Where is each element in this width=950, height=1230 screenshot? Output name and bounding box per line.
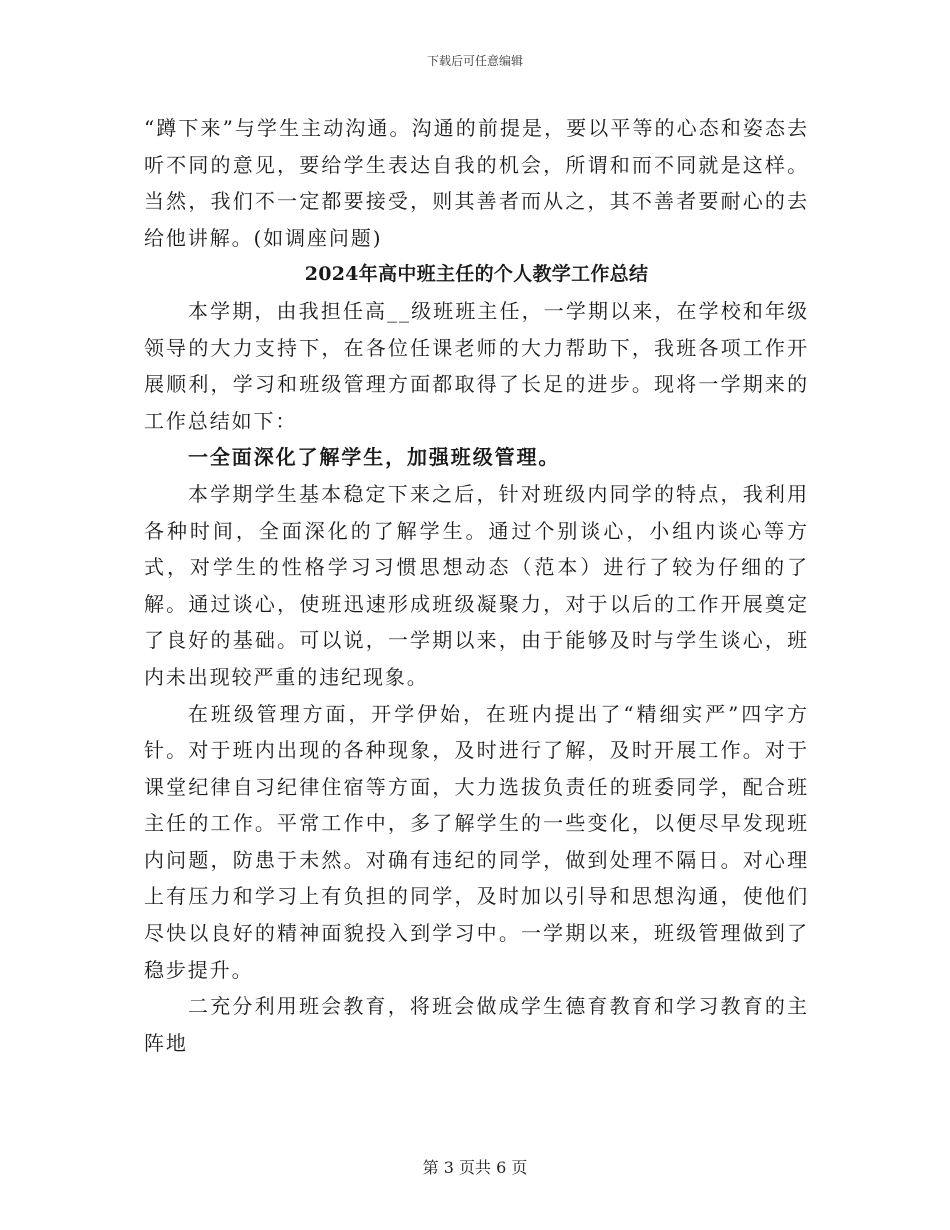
section-heading-1: 一全面深化了解学生，加强班级管理。	[188, 445, 561, 470]
intro-paragraph: “蹲下来”与学生主动沟通。沟通的前提是，要以平等的心态和姿态去听不同的意见，要给学生表达自我的机会，所谓和而不同就是这样。当然，我们不一定都要接受，则其善者而从之，其不善者要耐心的去给他讲解。(如调座问题)	[144, 116, 809, 250]
document-body	[144, 110, 809, 1061]
paragraph-class-management: 在班级管理方面，开学伊始，在班内提出了“精细实严”四字方针。对于班内出现的各种现象，及时进行了解，及时开展工作。对于课堂纪律自习纪律住宿等方面，大力选拔负责任的班委同学，配合班主任的工作。平常工作中，多了解学生的一些变化，以便尽早发现班内问题，防患于未然。对确有违纪的同学，做到处理不隔日。对心理上有压力和学习上有负担的同学，及时加以引导和思想沟通，使他们尽快以良好的精神面貌投入到学习中。一学期以来，班级管理做到了稳步提升。	[144, 701, 809, 982]
page-header: 下载后可任意编辑	[426, 54, 523, 68]
document-title: 2024年高中班主任的个人教学工作总结	[304, 263, 649, 286]
paragraph-student-understanding: 本学期学生基本稳定下来之后，针对班级内同学的特点，我利用各种时间，全面深化的了解学生。通过个别谈心，小组内谈心等方式，对学生的性格学习习惯思想动态（范本）进行了较为仔细的了解。通过谈心，使班迅速形成班级凝聚力，对于以后的工作开展奠定了良好的基础。可以说，一学期以来，由于能够及时与学生谈心，班内未出现较严重的违纪现象。	[144, 481, 809, 689]
page-number: 第 3 页共 6 页	[422, 1158, 528, 1177]
section-heading-2: 二充分利用班会教育，将班会做成学生德育教育和学习教育的主阵地	[144, 994, 809, 1055]
paragraph-opening: 本学期，由我担任高__级班班主任，一学期以来，在学校和年级领导的大力支持下，在各位任课老师的大力帮助下，我班各项工作开展顺利，学习和班级管理方面都取得了长足的进步。现将一学期来的工作总结如下：	[144, 298, 809, 433]
